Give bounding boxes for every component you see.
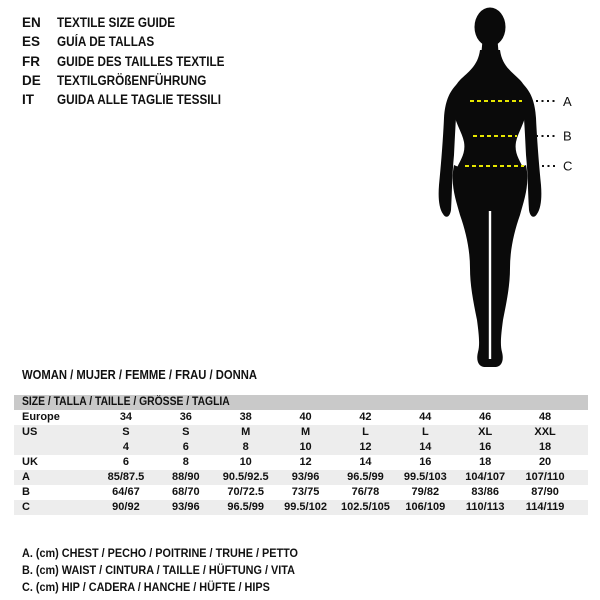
cell: L (421, 426, 429, 438)
legend-hip: C. (cm) HIP / CADERA / HANCHE / HÜFTE / HIPS (22, 579, 270, 594)
cell: 6 (122, 456, 129, 468)
legend-waist: B. (cm) WAIST / CINTURA / TAILLE / HÜFTUNG / VITA (22, 562, 295, 577)
cell: 16 (479, 441, 492, 453)
row-label (14, 440, 96, 455)
language-list (22, 13, 250, 109)
language-code: ES (22, 34, 41, 50)
cell: 10 (239, 456, 252, 468)
cell: 102.5/105 (340, 501, 390, 513)
table-row-us-letters (14, 425, 588, 440)
marker-a-label: A (563, 94, 572, 109)
cell: XXL (534, 426, 556, 438)
cell: 16 (419, 456, 432, 468)
cell: 34 (119, 411, 133, 423)
cell: 96.5/99 (227, 501, 265, 513)
cell: 90.5/92.5 (222, 471, 269, 483)
row-label: UK (22, 456, 38, 468)
cell: 4 (122, 441, 129, 453)
marker-c-label: C (563, 158, 573, 174)
row-label: B (22, 486, 30, 498)
cell: L (362, 426, 369, 438)
cell: 73/75 (291, 486, 320, 498)
cell: 106/109 (405, 501, 446, 513)
cell: 8 (182, 456, 189, 468)
row-label: Europe (22, 411, 60, 423)
row-label: A (22, 471, 30, 483)
table-row-hip (14, 500, 588, 515)
table-row-chest (14, 470, 588, 485)
cell: 10 (299, 441, 312, 453)
cell: 68/70 (172, 486, 200, 498)
cell: 76/78 (351, 486, 380, 498)
marker-b-label: B (563, 128, 572, 144)
cell: 104/107 (465, 471, 506, 483)
cell: S (182, 426, 190, 438)
language-title: GUIDA ALLE TAGLIE TESSILI (57, 92, 221, 108)
section-title: WOMAN / MUJER / FEMME / FRAU / DONNA (22, 368, 257, 382)
woman-silhouette-figure (420, 5, 595, 375)
language-code: DE (22, 72, 41, 88)
cell: 12 (359, 441, 372, 453)
language-code: EN (22, 15, 41, 30)
table-row-us-numbers (14, 440, 588, 455)
cell: 18 (538, 441, 552, 453)
cell: 93/96 (291, 471, 320, 483)
table-row-waist (14, 485, 588, 500)
cell: 6 (182, 441, 189, 453)
cell: XL (478, 426, 493, 438)
cell: 96.5/99 (347, 471, 384, 483)
language-title: TEXTILE SIZE GUIDE (57, 15, 176, 30)
cell: 99.5/102 (284, 501, 327, 513)
cell: 88/90 (172, 471, 200, 483)
cell: M (241, 426, 251, 438)
cell: 87/90 (531, 486, 559, 498)
language-row-es (22, 32, 250, 51)
cell: 93/96 (172, 501, 200, 513)
cell: 20 (538, 456, 552, 468)
cell: 85/87.5 (107, 471, 145, 483)
language-row-fr (22, 52, 250, 71)
language-row-en (22, 13, 250, 32)
cell: 14 (419, 441, 432, 453)
cell: 48 (538, 411, 552, 423)
cell: 114/119 (525, 501, 565, 513)
table-header: SIZE / TALLA / TAILLE / GRÖSSE / TAGLIA (14, 395, 588, 410)
table-row-uk (14, 455, 588, 470)
language-code: IT (22, 92, 34, 108)
size-table (14, 395, 588, 515)
language-title: GUÍA DE TALLAS (57, 34, 155, 50)
cell: 38 (239, 411, 252, 423)
language-row-it (22, 90, 250, 109)
table-row-europe (14, 410, 588, 425)
language-title: GUIDE DES TAILLES TEXTILE (57, 53, 225, 69)
language-row-de (22, 71, 250, 90)
cell: 64/67 (112, 486, 140, 498)
cell: 14 (359, 456, 372, 468)
cell: 46 (479, 411, 492, 423)
cell: 36 (179, 411, 192, 423)
cell: 70/72.5 (227, 486, 265, 498)
cell: 79/82 (411, 486, 440, 498)
cell: 8 (242, 441, 249, 453)
cell: 42 (359, 411, 372, 423)
cell: 12 (299, 456, 312, 468)
cell: 107/110 (525, 471, 565, 483)
cell: 18 (479, 456, 492, 468)
language-code: FR (22, 53, 40, 69)
measure-legend (22, 545, 322, 595)
row-label: C (22, 501, 30, 513)
cell: 110/113 (465, 501, 505, 513)
cell: M (300, 426, 311, 438)
cell: 90/92 (112, 501, 140, 513)
legend-chest: A. (cm) CHEST / PECHO / POITRINE / TRUHE / PETTO (22, 546, 298, 560)
cell: 44 (419, 411, 432, 423)
cell: 83/86 (471, 486, 499, 498)
cell: 99.5/103 (403, 471, 447, 483)
language-title: TEXTILGRÖßENFÜHRUNG (57, 72, 207, 88)
row-label: US (22, 426, 38, 438)
cell: S (122, 426, 130, 438)
cell: 40 (299, 411, 312, 423)
